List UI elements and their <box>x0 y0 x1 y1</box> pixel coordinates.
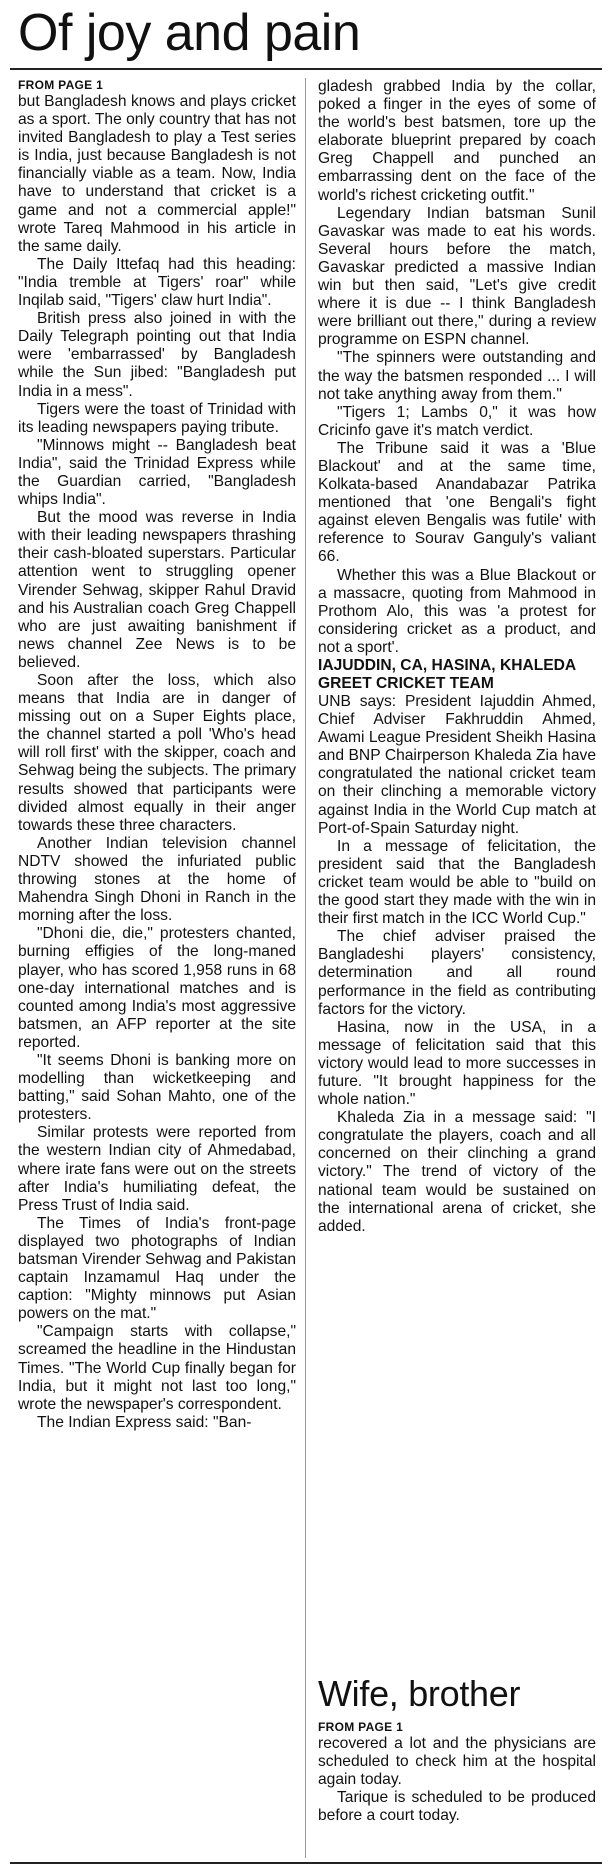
article-paragraph: Another Indian television channel NDTV showed the infuriated public throwing stones at the home of Mahendra Singh Dhoni in Ranch in the morning after the loss. <box>18 834 296 925</box>
article-paragraph: Hasina, now in the USA, in a message of felicitation said that this victory would lead to more successes in future. "It brought happiness for the whole nation." <box>318 1018 596 1109</box>
top-divider <box>10 68 602 70</box>
article-paragraph: "It seems Dhoni is banking more on modelling than wicketkeeping and batting," said Sohan Mahto, one of the protesters. <box>18 1051 296 1124</box>
article-paragraph: "Dhoni die, die," protesters chanted, burning effigies of the long-maned player, who has scored 1,958 runs in 68 one-day international matches and is counted among India's most aggressive batsmen, an AFP reporter at the site reported. <box>18 925 296 1051</box>
article-paragraph: Soon after the loss, which also means that India are in danger of missing out on a Super Eights place, the channel started a poll 'Who's head will roll first' with the skipper, coach and Sehwag being the subjects. The primary results showed that participants were divided almost equally in their anger towards these three characters. <box>18 672 296 834</box>
article-paragraph: Similar protests were reported from the western Indian city of Ahmedabad, where irate fans were out on the streets after India's humiliating defeat, the Press Trust of India said. <box>18 1124 296 1214</box>
article-paragraph: "Minnows might -- Bangladesh beat India", said the Trinidad Express while the Guardian carried, "Bangladesh whips India". <box>18 436 296 509</box>
article-paragraph: British press also joined in with the Daily Telegraph pointing out that India were 'embarrassed' by Bangladesh while the Sun jibed: "Bangladesh put India in a mess". <box>18 310 296 400</box>
article-paragraph: The Indian Express said: "Ban- <box>37 1413 252 1431</box>
article-paragraph: Tigers were the toast of Trinidad with its leading newspapers paying tribute. <box>18 400 296 436</box>
page-headline: Of joy and pain <box>18 4 361 62</box>
article-paragraph: But the mood was reverse in India with their leading newspapers thrashing their cash-bloated superstars. Particular attention went to struggling opener Virender Sehwag, skipper Rahul Dravid and his Australian coach Greg Chappell who are just awaiting banishment if news channel Zee News is to be believed. <box>18 509 296 671</box>
right-column <box>318 78 596 1236</box>
article-paragraph: The Daily Ittefaq had this heading: "India tremble at Tigers' roar" while Inqilab said, "Tigers' claw hurt India". <box>18 255 296 310</box>
column-separator <box>305 78 306 1858</box>
article-paragraph: gladesh grabbed India by the collar, poked a finger in the eyes of some of the world's best batsmen, tore up the elaborate blueprint prepared by coach Greg Chappell and punched an embarrassing dent on the face of the world's richest cricketing outfit." <box>318 78 596 204</box>
article-paragraph: Whether this was a Blue Blackout or a massacre, quoting from Mahmood in Prothom Alo, this was 'a protest for considering cricket as a product, and not a sport'. <box>318 566 596 656</box>
article-paragraph: The Tribune said it was a 'Blue Blackout' and at the same time, Kolkata-based Anandabazar Patrika mentioned that 'one Bengali's fight against eleven Bengalis was futile' with reference to Sourav Ganguly's valiant 66. <box>318 439 596 566</box>
second-story-paragraph: Tarique is scheduled to be produced before a court today. <box>318 1789 596 1825</box>
bottom-divider <box>10 1862 602 1864</box>
article-paragraph: "Campaign starts with collapse," screamed the headline in the Hindustan Times. "The World Cup finally began for India, but it might not last too long," wrote the newspaper's correspondent. <box>18 1323 296 1413</box>
article-paragraph: The chief adviser praised the Bangladeshi players' consistency, determination and all round performance in the field as contributing factors for the victory. <box>318 928 596 1018</box>
article-paragraph: The Times of India's front-page displayed two photographs of Indian batsman Virender Sehwag and Pakistan captain Inzamamul Haq under the caption: "Mighty minnows put Asian powers on the mat." <box>18 1214 296 1323</box>
article-paragraph: In a message of felicitation, the president said that the Bangladesh cricket team would be able to "build on the good start they made with the win in their first match in the ICC World Cup." <box>318 837 596 928</box>
article-paragraph: UNB says: President Iajuddin Ahmed, Chief Adviser Fakhruddin Ahmed, Awami League President Sheikh Hasina and BNP Chairperson Khaleda Zia have congratulated the national cricket team on their clinching a memorable victory against India in the World Cup match at Port-of-Spain Saturday night. <box>318 693 596 837</box>
left-column <box>18 78 296 1432</box>
second-story <box>318 1672 596 1825</box>
article-paragraph: "Tigers 1; Lambs 0," it was how Cricinfo gave it's match verdict. <box>318 403 596 439</box>
article-paragraph: Legendary Indian batsman Sunil Gavaskar was made to eat his words. Several hours before the match, Gavaskar predicted a massive Indian win but then said, "Let's give credit where it is due -- I think Bangladesh were brilliant out there," during a review programme on ESPN channel. <box>318 204 596 349</box>
article-paragraph: Khaleda Zia in a message said: "I congratulate the players, coach and all concerned on their clinching a grand victory." The trend of victory of the national team would be sustained on the international arena of cricket, she added. <box>318 1109 596 1235</box>
article-paragraph: but Bangladesh knows and plays cricket as a sport. The only country that has not invited Bangladesh to play a Test series is India, just because Bangladesh is not financially viable as a team. Now, India have to understand that cricket is a game and not a commercial apple!" wrote Tareq Mahmood in his article in the same daily. <box>18 93 296 255</box>
second-story-headline: Wife, brother <box>318 1673 521 1714</box>
section-subhead: IAJUDDIN, CA, HASINA, KHALEDA GREET CRICKET TEAM <box>318 657 576 692</box>
article-paragraph: "The spinners were outstanding and the way the batsmen responded ... I will not take anything away from them." <box>318 349 596 403</box>
second-story-paragraph: recovered a lot and the physicians are scheduled to check him at the hospital again today. <box>318 1735 596 1789</box>
continuation-label: FROM PAGE 1 <box>18 78 104 92</box>
second-story-continuation-label: FROM PAGE 1 <box>318 1720 404 1734</box>
